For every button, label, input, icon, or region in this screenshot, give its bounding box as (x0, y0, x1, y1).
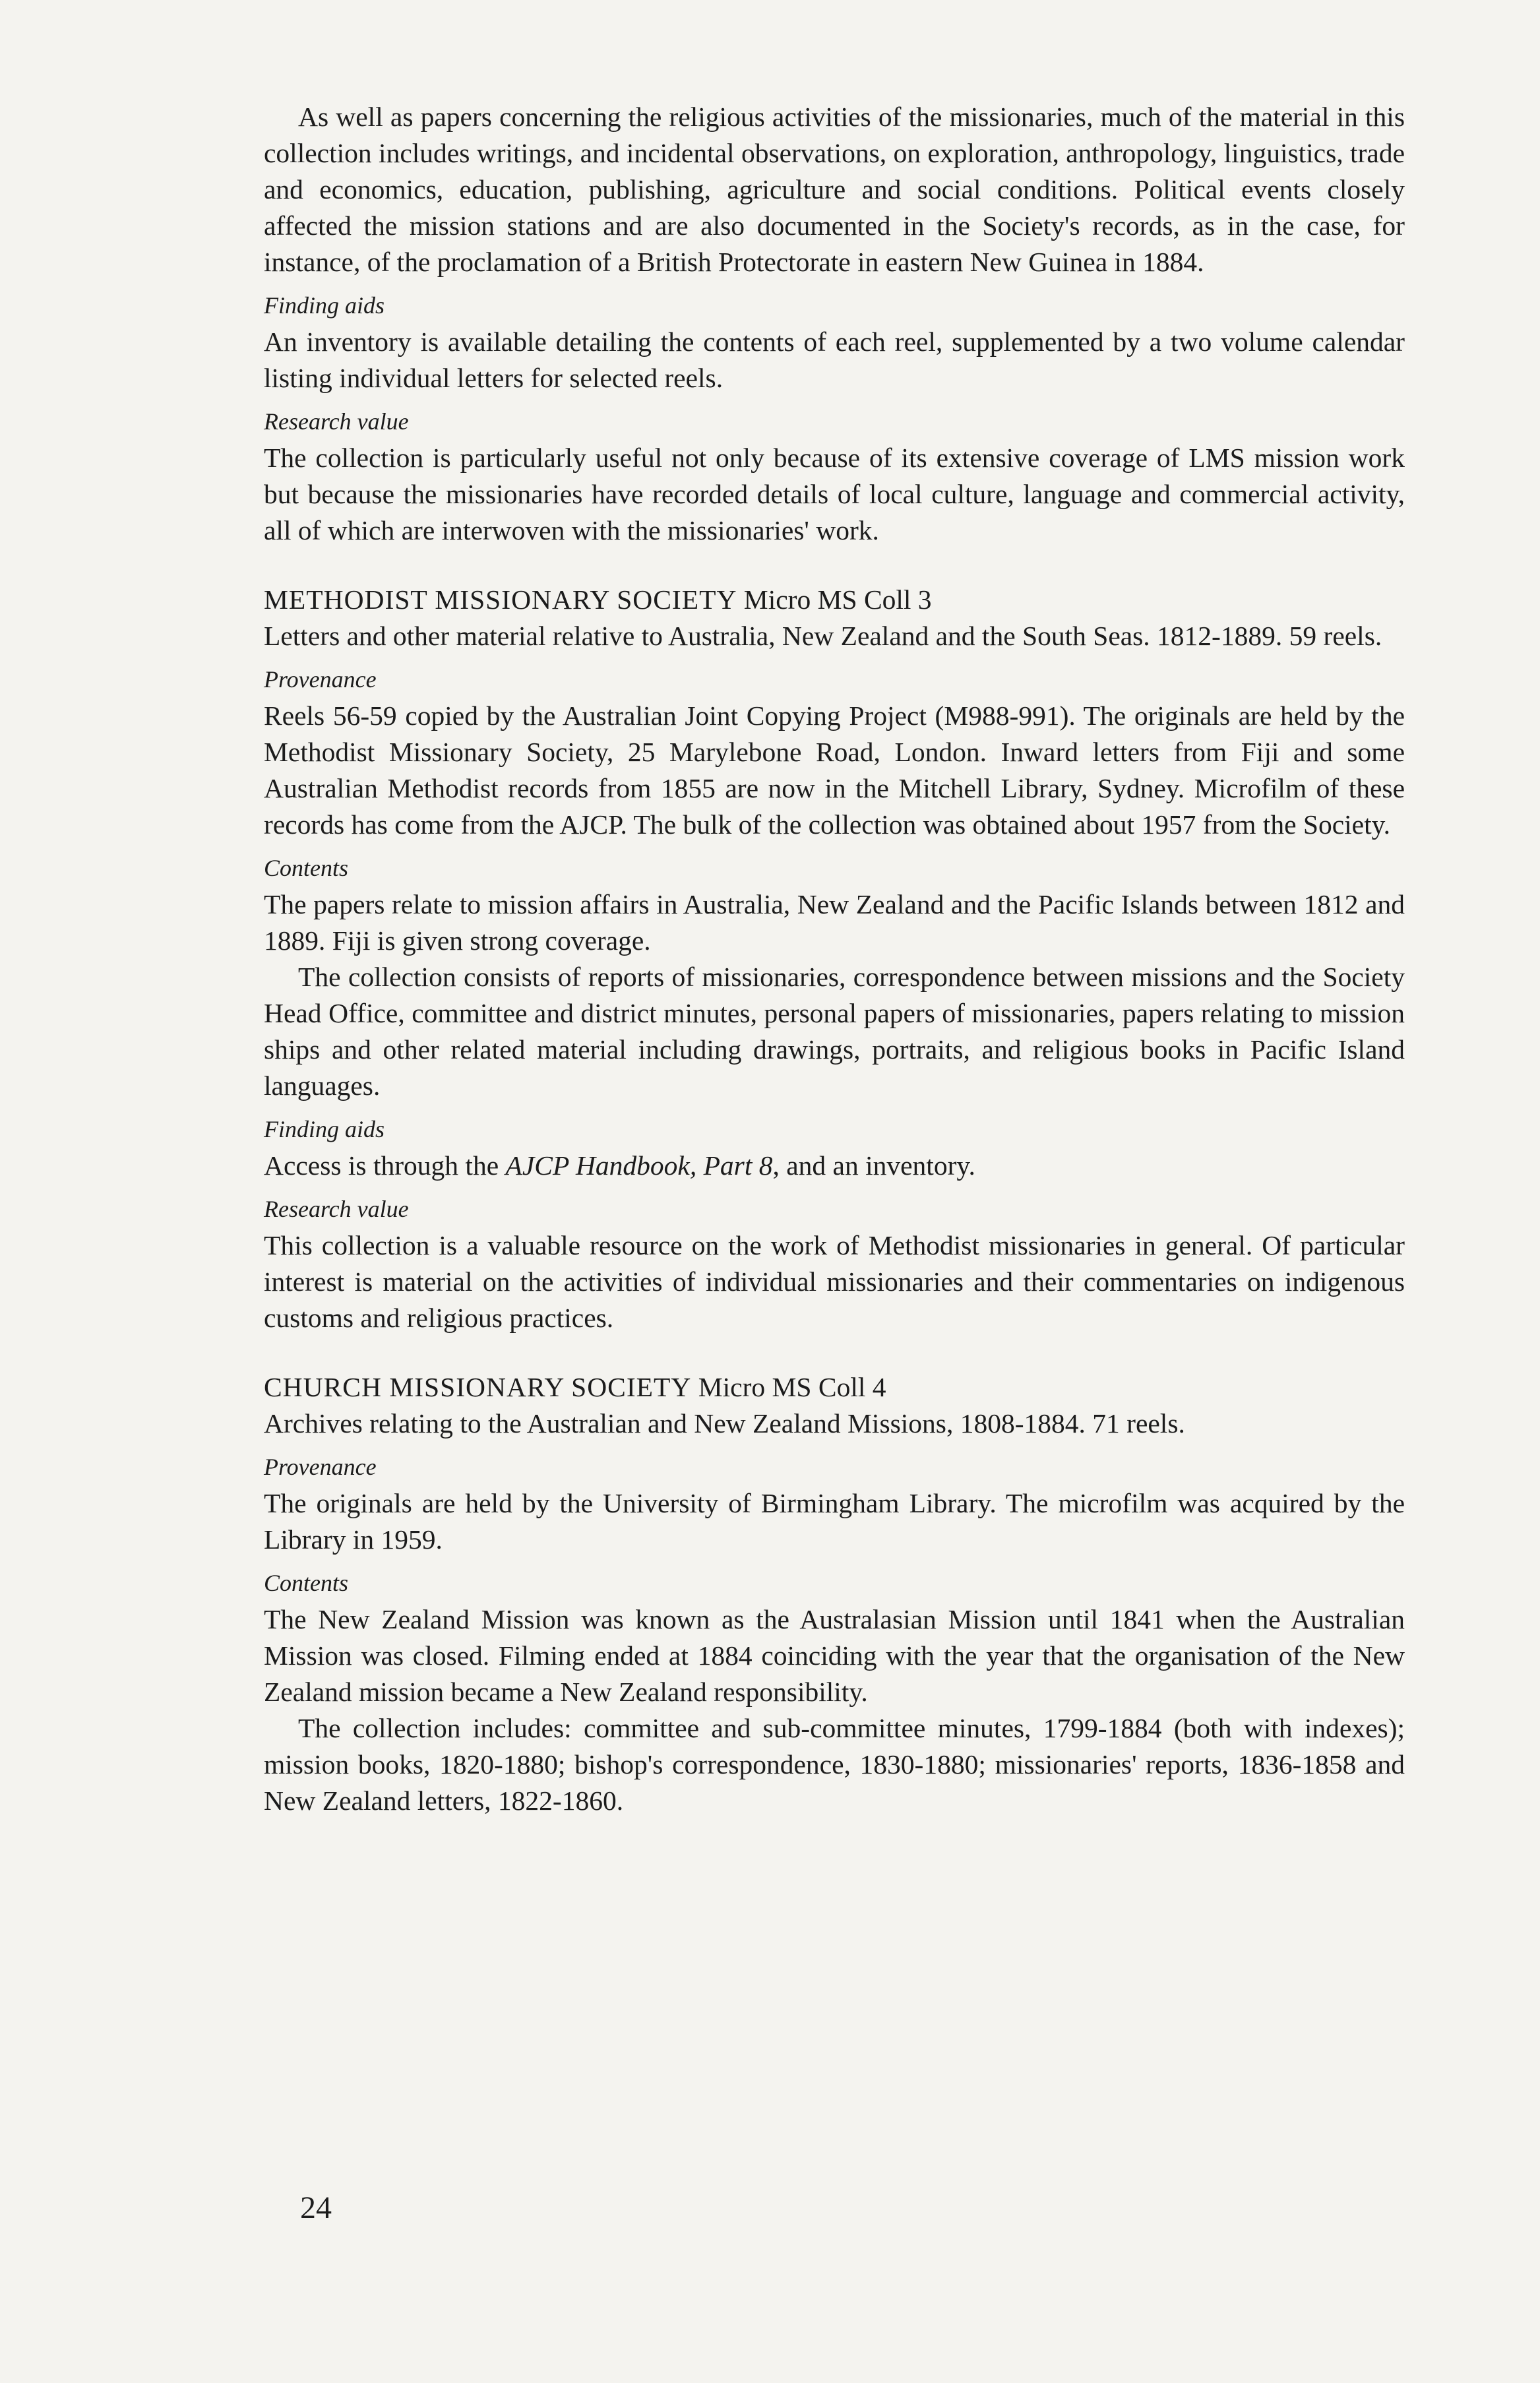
intro-research-value-label: Research value (264, 408, 409, 435)
methodist-finding-aids-post: , and an inventory. (772, 1150, 975, 1181)
methodist-call-number: Micro MS Coll 3 (743, 584, 932, 615)
intro-finding-aids-text: An inventory is available detailing the contents of each reel, supplemented by a two volume calendar listing individual letters for selected reels. (264, 326, 1405, 393)
church-provenance-label: Provenance (264, 1454, 377, 1480)
methodist-contents-paragraph-1: The papers relate to mission affairs in Australia, New Zealand and the Pacific Islands between 1812 and 1889. Fiji is given strong coverage. (264, 889, 1405, 956)
church-provenance-text: The originals are held by the University of Birmingham Library. The microfilm was acquired by the Library in 1959. (264, 1488, 1405, 1555)
methodist-finding-aids-pre: Access is through the (264, 1150, 506, 1181)
methodist-research-value-label: Research value (264, 1196, 409, 1222)
church-contents-paragraph-1: The New Zealand Mission was known as the Australasian Mission until 1841 when the Australian Mission was closed. Filming ended at 1884 coinciding with the year that the organisation of the New Zealand mission became a New Zealand responsibility. (264, 1604, 1405, 1707)
church-contents-paragraph-2: The collection includes: committee and sub-committee minutes, 1799-1884 (both with indexes); mission books, 1820-1880; bishop's correspondence, 1830-1880; missionaries' reports, 1836-1858 and New Zealand letters, 1822-1860. (264, 1713, 1405, 1816)
intro-paragraph: As well as papers concerning the religious activities of the missionaries, much of the material in this collection includes writings, and incidental observations, on exploration, anthropology, linguistics, trade and economics, education, publishing, agriculture and social conditions. Political events closely affected the mission stations and are also documented in the Society's records, as in the case, for instance, of the proclamation of a British Protectorate in eastern New Guinea in 1884. (264, 102, 1405, 277)
church-title: CHURCH MISSIONARY SOCIETY (264, 1372, 692, 1402)
methodist-section-heading (264, 582, 1405, 618)
methodist-contents-label: Contents (264, 855, 349, 881)
page-number: 24 (300, 2190, 332, 2225)
methodist-research-value-text: This collection is a valuable resource on the work of Methodist missionaries in general. Of particular interest is material on the activities of individual missionaries and their commentaries on indigenous customs and religious practices. (264, 1230, 1405, 1333)
intro-finding-aids-label: Finding aids (264, 292, 385, 319)
methodist-finding-aids-label: Finding aids (264, 1116, 385, 1142)
methodist-description: Letters and other material relative to Australia, New Zealand and the South Seas. 1812-1889. 59 reels. (264, 621, 1382, 651)
methodist-contents-paragraph-2: The collection consists of reports of missionaries, correspondence between missions and the Society Head Office, committee and district minutes, personal papers of missionaries, papers relating to mission ships and other related material including drawings, portraits, and religious books in Pacific Island languages. (264, 962, 1405, 1101)
methodist-title: METHODIST MISSIONARY SOCIETY (264, 584, 737, 615)
intro-research-value-text: The collection is particularly useful not only because of its extensive coverage of LMS mission work but because the missionaries have recorded details of local culture, language and commercial activity, all of which are interwoven with the missionaries' work. (264, 443, 1405, 545)
church-section-heading (264, 1369, 1405, 1406)
church-call-number: Micro MS Coll 4 (698, 1372, 886, 1402)
methodist-finding-aids-text (264, 1148, 1405, 1184)
methodist-provenance-text: Reels 56-59 copied by the Australian Joint Copying Project (M988-991). The originals are held by the Methodist Missionary Society, 25 Marylebone Road, London. Inward letters from Fiji and some Australian Methodist records from 1855 are now in the Mitchell Library, Sydney. Microfilm of these records has come from the AJCP. The bulk of the collection was obtained about 1957 from the Society. (264, 700, 1405, 840)
church-description: Archives relating to the Australian and New Zealand Missions, 1808-1884. 71 reels. (264, 1408, 1185, 1439)
church-contents-label: Contents (264, 1570, 349, 1596)
methodist-finding-aids-handbook: AJCP Handbook, Part 8 (505, 1150, 773, 1181)
methodist-provenance-label: Provenance (264, 666, 377, 693)
page-body (264, 99, 1405, 1819)
